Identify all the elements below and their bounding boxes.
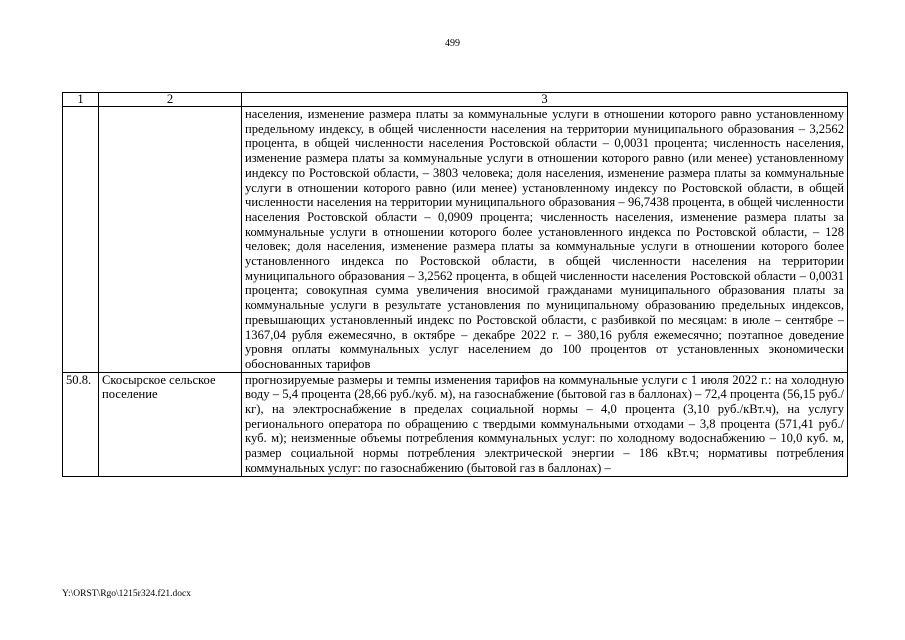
page-number: 499: [445, 38, 460, 49]
row-number-cell: [63, 107, 99, 373]
table-row: [63, 372, 848, 476]
row-name-cell: [99, 107, 242, 373]
column-header-2: 2: [99, 93, 242, 107]
column-header-1: 1: [63, 93, 99, 107]
table-header-row: [63, 93, 848, 107]
row-text-cell: прогнозируемые размеры и темпы изменения тарифов на коммунальные услуги с 1 июля 2022 г.: на холодную воду – 5,4 процента (28,66 руб./куб. м), на газоснабжение (бытовой газ в баллонах) – 72,4 процента (56,15 руб./кг), на электроснабжение в пределах социальной нормы – 4,0 процента (3,10 руб./кВт.ч), на услугу регионального оператора по обращению с твердыми коммунальными отходами – 3,8 процента (571,41 руб./куб. м); неизменные объемы потребления коммунальных услуг: по холодному водоснабжению – 10,0 куб. м, размер социальной нормы потребления электрической энергии – 186 кВт.ч; нормативы потребления коммунальных услуг: по газоснабжению (бытовой газ в баллонах) –: [242, 372, 848, 476]
row-text-cell: населения, изменение размера платы за коммунальные услуги в отношении которого равно установленному предельному индексу, в общей численности населения на территории муниципального образования – 3,2562 процента, в общей численности населения Ростовской области – 0,0031 процента; численность населения, изменение размера платы за коммунальные услуги в отношении которого равно (или менее) установленному индексу по Ростовской области, – 3803 человека; доля населения, изменение размера платы за коммунальные услуги в отношении которого равно (или менее) установленному индексу по Ростовской области, в общей численности населения на территории муниципального образования – 96,7438 процента, в общей численности населения Ростовской области – 0,0909 процента; численность населения, изменение размера платы за коммунальные услуги в отношении которого более установленного индекса по Ростовской области, – 128 человек; доля населения, изменение размера платы за коммунальные услуги в отношении которого более установленного индекса по Ростовской области, в общей численности населения на территории муниципального образования – 3,2562 процента, в общей численности населения Ростовской области – 0,0031 процента; совокупная сумма увеличения вносимой гражданами муниципального образования платы за коммунальные услуги в результате установления по муниципальному образованию предельных индексов, превышающих установленный индекс по Ростовской области, с разбивкой по месяцам: в июле – сентябре – 1367,04 рубля ежемесячно, в октябре – декабре 2022 г. – 380,16 рубля ежемесячно; поэтапное доведение уровня оплаты коммунальных услуг населением до 100 процентов от установленных экономически обоснованных тарифов: [242, 107, 848, 373]
column-header-3: 3: [242, 93, 848, 107]
row-name-cell: Скосырское сельское поселение: [99, 372, 242, 476]
document-table: [62, 92, 848, 477]
row-number-cell: 50.8.: [63, 372, 99, 476]
footer-file-path: Y:\ORST\Rgo\1215r324.f21.docx: [62, 589, 191, 599]
table-row: [63, 107, 848, 373]
